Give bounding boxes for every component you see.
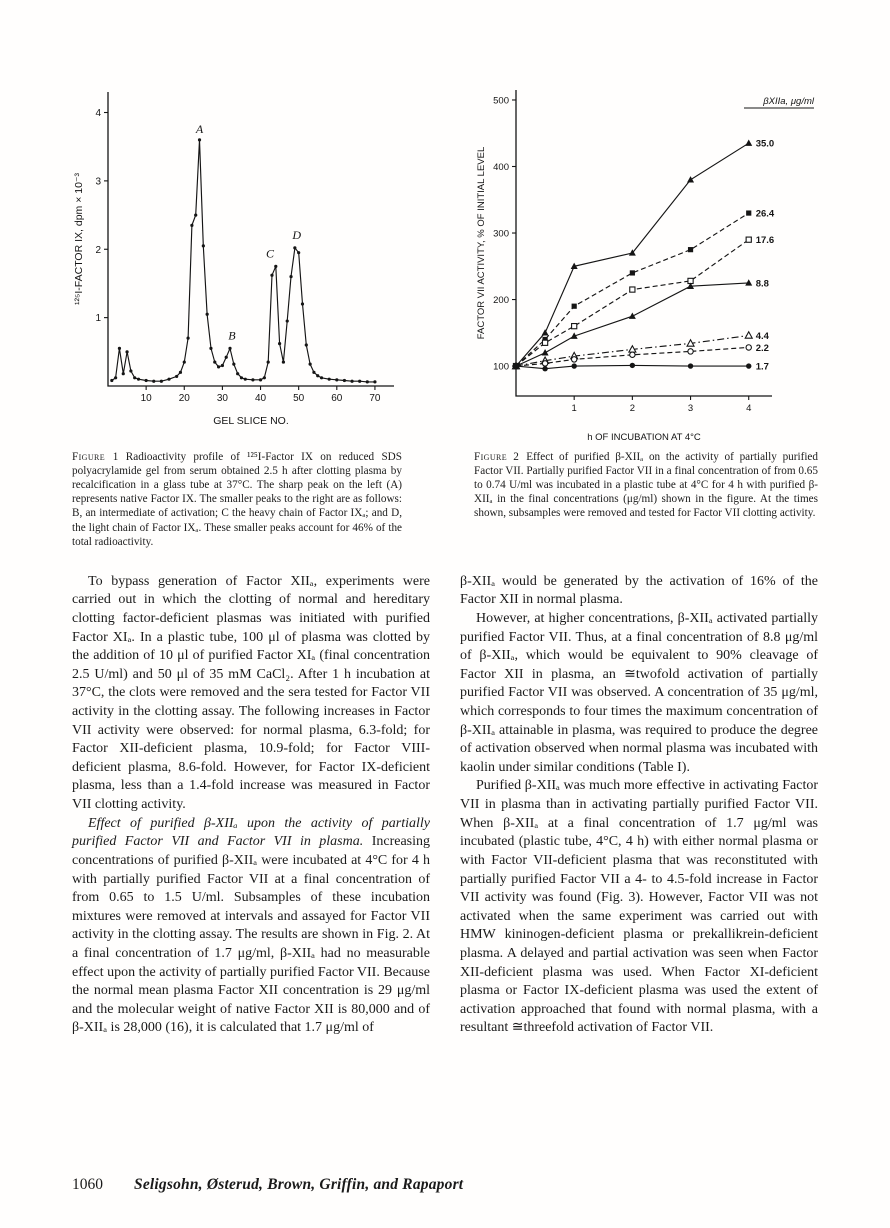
figure-2 [474, 78, 818, 549]
text-column-right [460, 573, 818, 1038]
svg-text:2: 2 [629, 403, 636, 414]
svg-text:3: 3 [95, 176, 101, 188]
figures-row [72, 78, 818, 549]
svg-text:2: 2 [95, 244, 101, 256]
figure-1 [72, 78, 402, 549]
svg-text:300: 300 [493, 228, 509, 240]
paragraph: β-XIIₐ would be generated by the activation of 16% of the Factor XII in normal plasma. [460, 573, 818, 608]
page-number: 1060 [72, 1176, 103, 1193]
article-body [72, 573, 818, 1038]
page-footer [72, 1176, 818, 1194]
svg-text:50: 50 [293, 393, 305, 404]
svg-text:30: 30 [216, 393, 228, 404]
svg-text:17.6: 17.6 [755, 235, 775, 247]
svg-text:¹²⁵I-FACTOR IX, dpm × 10⁻³: ¹²⁵I-FACTOR IX, dpm × 10⁻³ [73, 173, 85, 305]
svg-text:GEL SLICE NO.: GEL SLICE NO. [213, 415, 289, 427]
svg-text:60: 60 [331, 393, 343, 404]
figure1-chart [72, 78, 402, 450]
svg-text:10: 10 [140, 393, 152, 404]
svg-text:200: 200 [493, 295, 509, 307]
figure2-label: Figure 2 [474, 451, 520, 463]
section-lead-italic: Effect of purified β-XIIₐ upon the activity of partially purified Factor VII and Factor VII in plasma. [72, 815, 430, 850]
svg-text:35.0: 35.0 [755, 138, 775, 150]
svg-text:3: 3 [687, 403, 694, 414]
figure2-caption [474, 450, 818, 521]
figure1-caption-text: Radioactivity profile of ¹²⁵I-Factor IX on reduced SDS polyacrylamide gel from serum obtained 2.5 h after clotting plasma by recalcification in a glass tube at 37°C. The sharp peak on the left (A) represents native Factor IX. The smaller peaks to the right are as follows: B, an intermediate of activation; C the heavy chain of Factor IXₐ; and D, the light chain of Factor IXₐ. These smaller peaks account for 46% of the total radioactivity. [72, 451, 402, 548]
svg-text:A: A [195, 121, 204, 136]
figure1-label: Figure 1 [72, 451, 119, 463]
svg-text:26.4: 26.4 [755, 208, 775, 220]
svg-text:1: 1 [95, 313, 101, 325]
paragraph: Purified β-XIIₐ was much more effective in activating Factor VII in plasma than in activating partially purified Factor VII. When β-XIIₐ at a final concentration of 1.7 μg/ml was incubated (plastic tube, 4°C, 4 h) with either normal plasma or with Factor VII-deficient plasma that was reconstituted with partially purified Factor VII a 4- to 4.5-fold increase in Factor VII activity was found (Fig. 3). However, Factor VII was not activated when the same experiment was carried out with HMW kininogen-deficient plasma or prekallikrein-deficient plasma. A delayed and partial activation was seen when Factor XII-deficient plasma was used. When Factor XI-deficient plasma or Factor IX-deficient plasma was used the extent of activation approached that found with normal plasma, with a resultant ≅threefold activation of Factor VII. [460, 778, 818, 1036]
svg-text:500: 500 [493, 95, 509, 107]
svg-text:70: 70 [369, 393, 381, 404]
svg-text:100: 100 [493, 361, 509, 373]
svg-text:βXIIa, μg/ml: βXIIa, μg/ml [763, 96, 814, 107]
text-column-left [72, 573, 430, 1038]
figure2-chart [474, 78, 818, 450]
running-authors: Seligsohn, Østerud, Brown, Griffin, and Rapaport [134, 1176, 464, 1193]
svg-text:B: B [228, 328, 236, 343]
figure2-caption-text: Effect of purified β-XIIₐ on the activity of partially purified Factor VII. Partially purified Factor VII in a final concentration of from 0.65 to 0.74 U/ml was incubated in a plastic tube at 4°C for 4 h with purified β-XIIₐ in the final concentrations (μg/ml) shown in the figure. At the times shown, subsamples were removed and tested for Factor VII clotting activity. [474, 451, 818, 520]
svg-text:4: 4 [95, 108, 101, 120]
svg-text:2.2: 2.2 [755, 342, 769, 354]
paragraph: To bypass generation of Factor XIIₐ, experiments were carried out in which the clotting of normal and hereditary clotting factor-deficient plasmas was initiated with purified Factor XIₐ. In a plastic tube, 100 μl of plasma was clotted by the addition of 10 μl of purified Factor XIₐ (final concentration 2.5 U/ml) and 50 μl of 35 mM CaCl₂. After 1 h incubation at 37°C, the clots were removed and the sera tested for Factor VII activity in the clotting assay. The following increases in Factor VII activity were observed: for normal plasma, 6.3-fold; for Factor XII-deficient plasma, 10.9-fold; for Factor VIII-deficient plasma, 8.6-fold. However, for Factor IX-deficient plasma, less than a 1.4-fold increase was measured in Factor VII clotting activity. [72, 573, 430, 813]
paragraph [72, 815, 430, 1038]
svg-text:8.8: 8.8 [755, 278, 769, 290]
svg-text:D: D [292, 227, 302, 242]
figure1-caption [72, 450, 402, 549]
svg-text:h OF INCUBATION AT 4°C: h OF INCUBATION AT 4°C [587, 432, 701, 443]
svg-text:1.7: 1.7 [755, 361, 769, 373]
svg-text:400: 400 [493, 162, 509, 173]
svg-text:1: 1 [571, 403, 577, 414]
svg-text:C: C [266, 246, 275, 261]
svg-text:40: 40 [254, 393, 267, 404]
svg-text:4: 4 [746, 403, 752, 414]
paragraph: However, at higher concentrations, β-XIIₐ activated partially purified Factor VII. Thus, at a final concentration of 8.8 μg/ml of β-XIIₐ, which would be equivalent to 90% cleavage of Factor XII in plasma, an ≅twofold activation of partially purified Factor VII was observed. A concentration of 35 μg/ml, which corresponds to four times the maximum concentration of β-XIIₐ attainable in plasma, was required to produce the degree of activation observed when normal plasma was incubated with kaolin under similar conditions (Table I). [460, 610, 818, 775]
svg-text:20: 20 [178, 393, 190, 404]
svg-text:FACTOR VII ACTIVITY, % OF INIT: FACTOR VII ACTIVITY, % OF INITIAL LEVEL [476, 146, 487, 340]
svg-text:4.4: 4.4 [755, 330, 769, 342]
paragraph-text: Increasing concentrations of purified β-XIIₐ were incubated at 4°C for 4 h with partially purified Factor VII at a final concentration of from 0.65 to 1.5 U/ml. Subsamples of these incubation mixtures were removed at intervals and assayed for Factor VII activity in the clotting assay. The results are shown in Fig. 2. At a final concentration of 1.7 μg/ml, β-XIIₐ had no measurable effect upon the activity of partially purified Factor VII. Because the normal mean plasma Factor XII concentration is 29 μg/ml and the molecular weight of native Factor XII is 80,000 and of β-XIIₐ is 28,000 (16), it is calculated that 1.7 μg/ml of [72, 834, 430, 1036]
